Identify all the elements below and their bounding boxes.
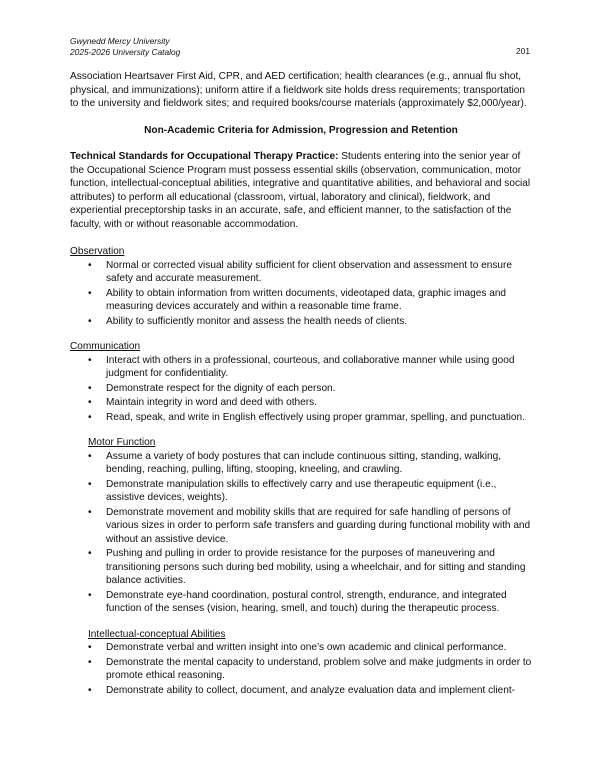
communication-list (70, 354, 532, 425)
intro-paragraph: Association Heartsaver First Aid, CPR, and AED certification; health clearances (e.g., annual flu shot, physical, and immunizations); uniform attire if a fieldwork site holds dress requirements; transportation to the university and fieldwork sites; and required books/course materials (approximately $2,000/year). (70, 71, 527, 109)
page-number: 201 (516, 46, 530, 56)
list-item: • Ability to obtain information from written documents, videotaped data, graphic images and measuring devices accurately and within a reasonable time frame. (106, 287, 532, 314)
header-university: Gwynedd Mercy University (70, 36, 170, 46)
list-item: • Demonstrate respect for the dignity of each person. (106, 382, 532, 396)
list-item: • Ability to sufficiently monitor and assess the health needs of clients. (106, 315, 532, 329)
list-item: • Demonstrate the mental capacity to understand, problem solve and make judgments in order to promote ethical reasoning. (106, 656, 532, 683)
observation-heading: Observation (70, 246, 125, 257)
motor-function-heading: Motor Function (88, 437, 156, 448)
list-item: • Demonstrate eye-hand coordination, postural control, strength, endurance, and integrated function of the senses (vision, hearing, smell, and touch) during the therapeutic process. (106, 589, 532, 616)
technical-standards-text: Students entering into the senior year of the Occupational Science Program must possess essential skills (observation, communication, motor function, intellectual-conceptual abilities, integrative and quantitative abilities, and behavioral and social attributes) to perform all educational (classroom, virtual, laboratory and clinical), fieldwork, and experiential preceptorship tasks in an accurate, safe, and efficient manner, to the satisfaction of the faculty, with or without reasonable accommodation. (70, 151, 531, 230)
page-header (70, 36, 530, 57)
page-body (70, 70, 532, 709)
list-item: • Normal or corrected visual ability sufficient for client observation and assessment to ensure safety and accurate measurement. (106, 259, 532, 286)
list-item: • Demonstrate ability to collect, document, and analyze evaluation data and implement client- (106, 684, 532, 698)
intellectual-abilities-heading: Intellectual-conceptual Abilities (88, 628, 226, 640)
list-item: • Interact with others in a professional, courteous, and collaborative manner while using good judgment for confidentiality. (106, 354, 532, 381)
motor-function-list (70, 450, 532, 616)
communication-heading: Communication (70, 341, 141, 352)
intellectual-abilities-list (70, 641, 532, 697)
list-item: • Demonstrate manipulation skills to effectively carry and use therapeutic equipment (i.e., assistive devices, weights). (106, 478, 532, 505)
list-item: • Assume a variety of body postures that can include continuous sitting, standing, walking, bending, reaching, pulling, lifting, stooping, kneeling, and crawling. (106, 450, 532, 477)
list-item: • Read, speak, and write in English effectively using proper grammar, spelling, and punctuation. (106, 411, 532, 425)
observation-list (70, 259, 532, 329)
header-catalog: 2025-2026 University Catalog (70, 46, 181, 57)
list-item: • Demonstrate verbal and written insight into one’s own academic and clinical performance. (106, 641, 532, 655)
technical-standards-paragraph (70, 150, 532, 231)
section-title: Non-Academic Criteria for Admission, Progression and Retention (144, 124, 458, 136)
technical-standards-label: Technical Standards for Occupational Therapy Practice: (70, 151, 339, 162)
list-item: • Pushing and pulling in order to provide resistance for the purposes of maneuvering and transitioning persons such during bed mobility, using a wheelchair, and for sitting and standing balance activities. (106, 547, 532, 588)
list-item: • Demonstrate movement and mobility skills that are required for safe handling of persons of various sizes in order to perform safe transfers and guarding during functional mobility with and without an assistive device. (106, 506, 532, 547)
list-item: • Maintain integrity in word and deed with others. (106, 396, 532, 410)
